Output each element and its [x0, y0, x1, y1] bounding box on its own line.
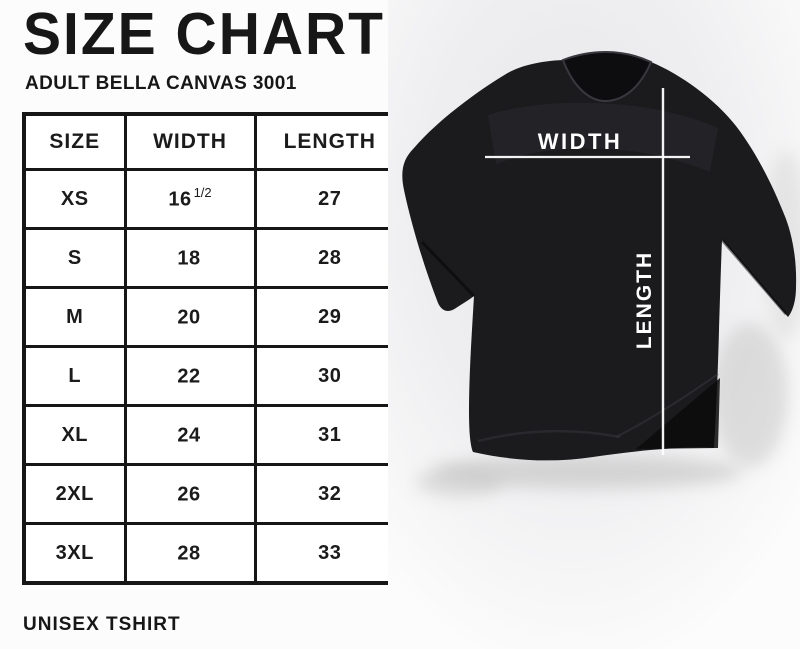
table-row [24, 229, 405, 288]
table-row [24, 524, 405, 584]
tshirt-graphic [388, 0, 800, 649]
length-cell: 33 [255, 524, 405, 584]
width-cell: 20 [125, 288, 255, 347]
width-label: WIDTH [537, 129, 623, 154]
length-cell: 29 [255, 288, 405, 347]
col-header-width: WIDTH [125, 114, 255, 170]
shirt-shadow [416, 467, 504, 497]
page-title: SIZE CHART [23, 1, 385, 68]
width-cell: 24 [125, 406, 255, 465]
length-cell: 27 [255, 170, 405, 229]
page-subtitle: ADULT BELLA CANVAS 3001 [25, 73, 297, 94]
table-row [24, 347, 405, 406]
table-row [24, 406, 405, 465]
table-row [24, 465, 405, 524]
shirt-shadow [712, 323, 788, 467]
footer-note: UNISEX TSHIRT [23, 614, 181, 635]
tshirt-photo [388, 0, 800, 649]
table-header-row [24, 114, 405, 170]
width-cell: 28 [125, 524, 255, 584]
size-cell: XL [24, 406, 125, 465]
size-cell: XS [24, 170, 125, 229]
width-cell: 26 [125, 465, 255, 524]
width-cell: 16 $^{1/2}$ [125, 170, 255, 229]
col-header-size: SIZE [24, 114, 125, 170]
width-cell: 22 [125, 347, 255, 406]
length-label: LENGTH [633, 250, 656, 350]
size-cell: L [24, 347, 125, 406]
size-cell: 2XL [24, 465, 125, 524]
size-cell: 3XL [24, 524, 125, 584]
size-table [22, 112, 407, 585]
col-header-length: LENGTH [255, 114, 405, 170]
length-cell: 32 [255, 465, 405, 524]
length-cell: 31 [255, 406, 405, 465]
width-fraction: 1/2 [193, 185, 212, 201]
width-cell: 18 [125, 229, 255, 288]
length-cell: 28 [255, 229, 405, 288]
length-cell: 30 [255, 347, 405, 406]
size-cell: S [24, 229, 125, 288]
size-cell: M [24, 288, 125, 347]
table-row [24, 288, 405, 347]
table-row [24, 170, 405, 229]
